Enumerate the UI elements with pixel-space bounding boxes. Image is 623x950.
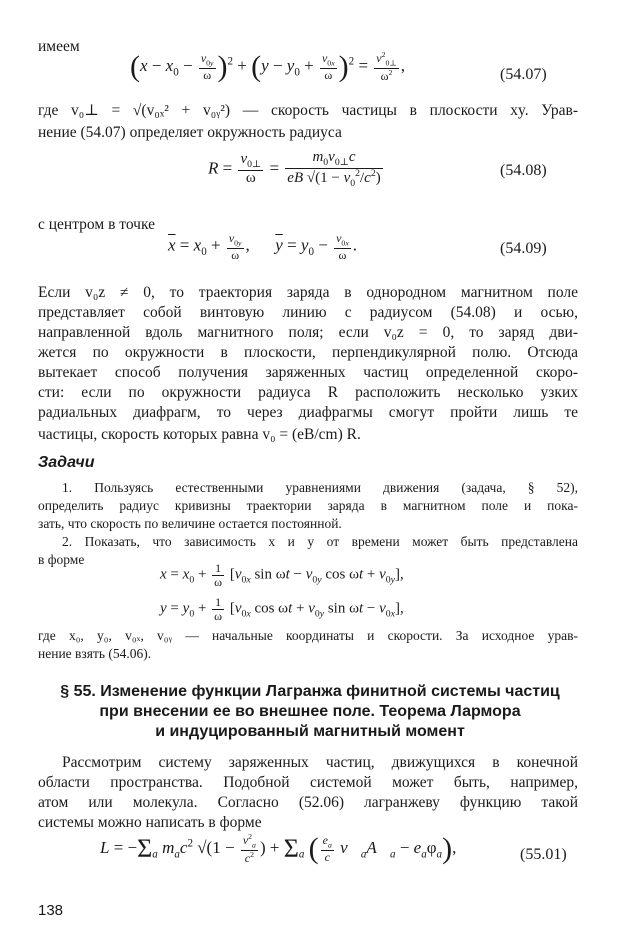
text-line: системы можно написать в форме: [38, 814, 262, 831]
equation-y-t: $y = y_0$ + $\frac{1}{\omega}$ [$v_{0x}$ $\cos \omega t + v_{0y}$ $\sin \omega t - v_{0x}$],: [160, 595, 404, 623]
text-line: вытекает способ получения заряженных частиц определенной скоро-: [38, 364, 578, 381]
equation-number: (54.09): [500, 240, 547, 257]
problems-heading: Задачи: [38, 454, 95, 471]
section-heading-line: при внесении ее во внешнее поле. Теорема Лармора: [99, 703, 521, 720]
equation-number: (55.01): [520, 846, 567, 863]
problem-line: 1. Пользуясь естественными уравнениями движения (задача, § 52),: [62, 480, 578, 495]
text-line: представляет собой винтовую линию с радиусом (54.08) и осью,: [38, 304, 578, 321]
problem-line: определить радиус кривизны траектории заряда в магнитном поле и пока-: [38, 498, 578, 513]
problem-line: 2. Показать, что зависимость x и y от времени может быть представлена: [62, 534, 578, 549]
text-line: с центром в точке: [38, 216, 156, 233]
text-line: направленной вдоль магнитного поля; если v₀z = 0, то заряд дви-: [38, 324, 578, 341]
text-line: где v₀⊥ = √(v₀ₓ² + v₀ᵧ²) — скорость частицы в плоскости xy. Урав-: [38, 102, 578, 119]
section-heading-line: § 55. Изменение функции Лагранжа финитной системы частиц: [60, 683, 560, 700]
equation-x-t: $x = x_0$ + $\frac{1}{\omega}$ [$v_{0x}$ $\sin \omega t - v_{0y}$ $\cos \omega t + v_{0y}$],: [160, 561, 404, 589]
equation-54-08: R = $\frac{v_{0\perp}}{\omega}$ = $\frac{m_0v_{0\perp}c}{eB √(1 - v_0^2/c^2)}$: [208, 149, 381, 190]
text-line: нение (54.07) определяет окружность радиуса: [38, 124, 342, 141]
problem-line: нение взять (54.06).: [38, 646, 152, 661]
problem-line: в форме: [38, 552, 85, 567]
text-line: жется по окружности в плоскости, перпендикулярной полю. Отсюда: [38, 344, 578, 361]
text-line: области пространства. Подобной системой может быть, например,: [38, 774, 578, 791]
text-line: Если v₀z ≠ 0, то траектория заряда в однородном магнитном поле: [38, 284, 578, 301]
page-number: 138: [38, 902, 64, 919]
section-heading-line: и индуцированный магнитный момент: [155, 723, 465, 740]
equation-54-07: ($x - x_0$ − $\frac{v_{0y}}{\omega}$ )$^2 + (y - y_0$ + $\frac{v_{0x}}{\omega}$ )$^2$ = $\frac{v^2_{0\perp}}{\omega^2}$ ,: [130, 50, 405, 83]
equation-number: (54.08): [500, 162, 547, 179]
text-line: Рассмотрим систему заряженных частиц, движущихся в конечной: [62, 754, 578, 771]
problem-line: где x₀, y₀, v₀ₓ, v₀ᵧ — начальные координаты и скорости. За исходное урав-: [38, 628, 578, 643]
text-line: атом или молекула. Согласно (52.06) лагранжеву функцию такой: [38, 794, 578, 811]
equation-number: (54.07): [500, 66, 547, 83]
equation-54-09: $\overline{x} = x_0$ + $\frac{v_{0y}}{\omega}$ , $\overline{y} = y_0$ − $\frac{v_{0x}}{\omega}$ .: [168, 231, 358, 262]
text-line: имеем: [38, 38, 80, 55]
text-line: радиальных диафрагм, то через диафрагмы смогут пройти лишь те: [38, 404, 578, 421]
equation-55-01: $L = -\Sigma_a$ $m_ac^2$ √(1 − $\frac{v^2_a}{c^2}$ ) + $\Sigma_a$ ( $\frac{e_a}{c}$ $v⃗_aA⃗_a - e_a\varphi_a$),: [100, 832, 457, 865]
problem-line: зать, что скорость по величине остается постоянной.: [38, 516, 342, 531]
text-line: сти: если по окружности радиуса R расположить несколько узких: [38, 384, 578, 401]
text-line: частицы, скорость которых равна v₀ = (eB/cm) R.: [38, 426, 361, 443]
